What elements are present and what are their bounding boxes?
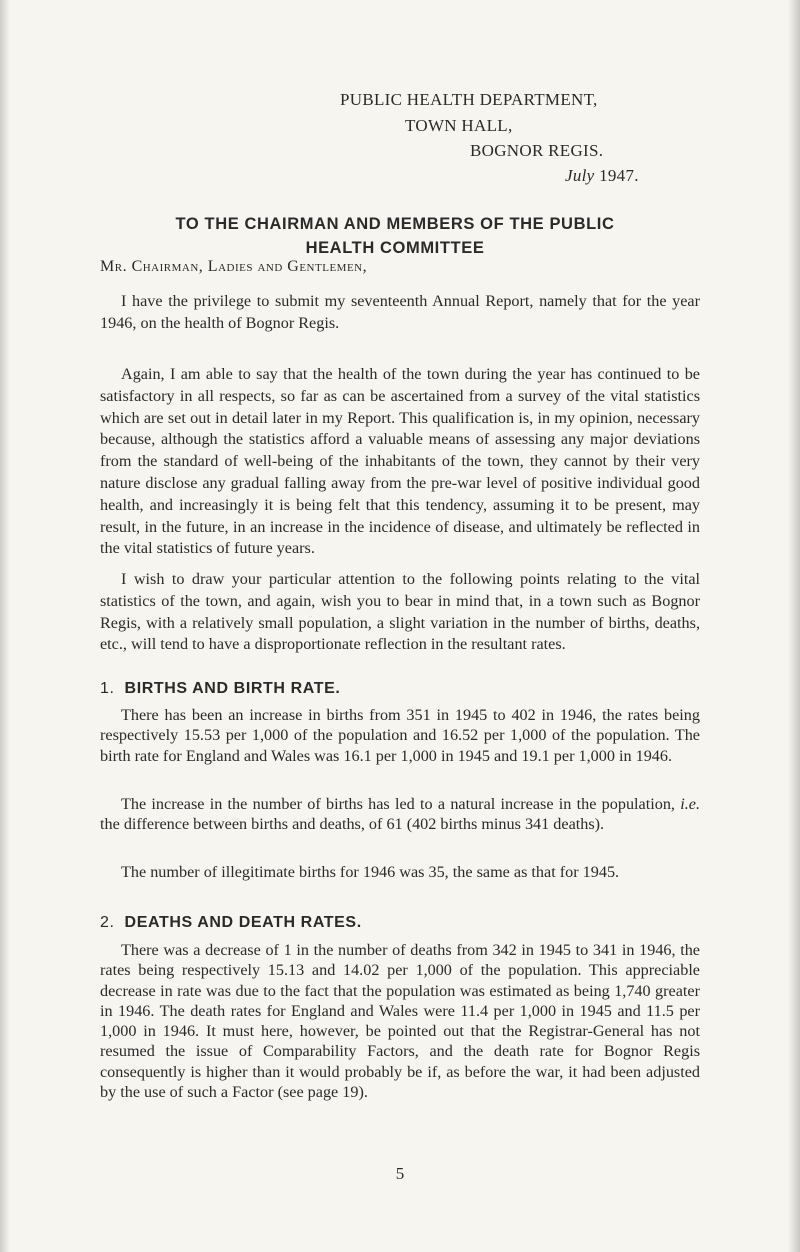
births-paragraph-1: There has been an increase in births from 351 in 1945 to 402 in 1946, the rates being respectively 15.53 per 1,000 of the population and 16.52 per 1,000 of the population. The birth rate for England and Wales was 16.1 per 1,000 in 1945 and 19.1 per 1,000 in 1946. — [100, 706, 700, 765]
intro-paragraph-3: I wish to draw your particular attention to the following points relating to the vital statistics of the town, and again, wish you to bear in mind that, in a town such as Bognor Regis, with a relatively small population, a slight variation in the number of births, deaths, etc., will tend to have a disproportionate reflection in the resultant rates. — [100, 570, 700, 654]
section-title: DEATHS AND DEATH RATES. — [124, 914, 362, 931]
letterhead-department: PUBLIC HEALTH DEPARTMENT, — [340, 90, 598, 109]
page-number: 5 — [395, 1164, 405, 1183]
letterhead-town: BOGNOR REGIS. — [470, 141, 604, 160]
date-month: July — [565, 166, 595, 185]
section-heading-births — [100, 680, 340, 698]
deaths-paragraph-1: There was a decrease of 1 in the number of deaths from 342 in 1945 to 341 in 1946, the rates being respectively 15.13 and 14.02 per 1,000 of the population. This appreciable decrease in rate was due to the fact that the population was estimated as being 1,740 greater in 1946. The death rates for England and Wales were 11.4 per 1,000 in 1945 and 11.5 per 1,000 in 1946. It must here, however, be pointed out that the Registrar-General has not resumed the issue of Comparability Factors, and the death rate for Bognor Regis consequently is higher than it would probably be if, as before the war, it had been adjusted by the use of such a Factor (see page 19). — [100, 941, 700, 1102]
intro-paragraph-1: I have the privilege to submit my seventeenth Annual Report, namely that for the year 1946, on the health of Bognor Regis. — [100, 292, 700, 332]
births-paragraph-3: The number of illegitimate births for 1946 was 35, the same as that for 1945. — [121, 863, 620, 881]
section-number: 2. — [100, 914, 115, 931]
report-title — [100, 212, 690, 260]
births-p2-ie: i.e. — [680, 795, 700, 813]
births-p2-text-a: The increase in the number of births has led to a natural increase in the population, — [121, 795, 681, 813]
section-number: 1. — [100, 680, 115, 697]
title-line-2: HEALTH COMMITTEE — [305, 239, 485, 257]
letterhead-town-hall: TOWN HALL, — [405, 116, 513, 135]
title-line-1: TO THE CHAIRMAN AND MEMBERS OF THE PUBLIC — [175, 215, 615, 233]
section-heading-deaths — [100, 914, 362, 932]
date-year: 1947. — [599, 166, 639, 185]
section-title: BIRTHS AND BIRTH RATE. — [124, 680, 341, 697]
births-p2-text-b: the difference between births and deaths, of 61 (402 births minus 341 deaths). — [100, 815, 605, 834]
letterhead-date — [565, 166, 639, 186]
births-paragraph-2 — [100, 794, 700, 835]
salutation: Mr. Chairman, Ladies and Gentlemen, — [100, 258, 368, 275]
intro-paragraph-2: Again, I am able to say that the health of the town during the year has continued to be satisfactory in all respects, so far as can be ascertained from a survey of the vital statistics which are set out in detail later in my Report. This qualification is, in my opinion, necessary because, although the statistics afford a valuable means of assessing any major deviations from the standard of well-being of the inhabitants of the town, they cannot by their very nature disclose any gradual falling away from the pre-war level of positive individual good health, and increasingly it is being felt that this tendency, assuming it to be present, may result, in the future, in an increase in the incidence of disease, and ultimately be reflected in the vital statistics of future years. — [100, 365, 700, 558]
